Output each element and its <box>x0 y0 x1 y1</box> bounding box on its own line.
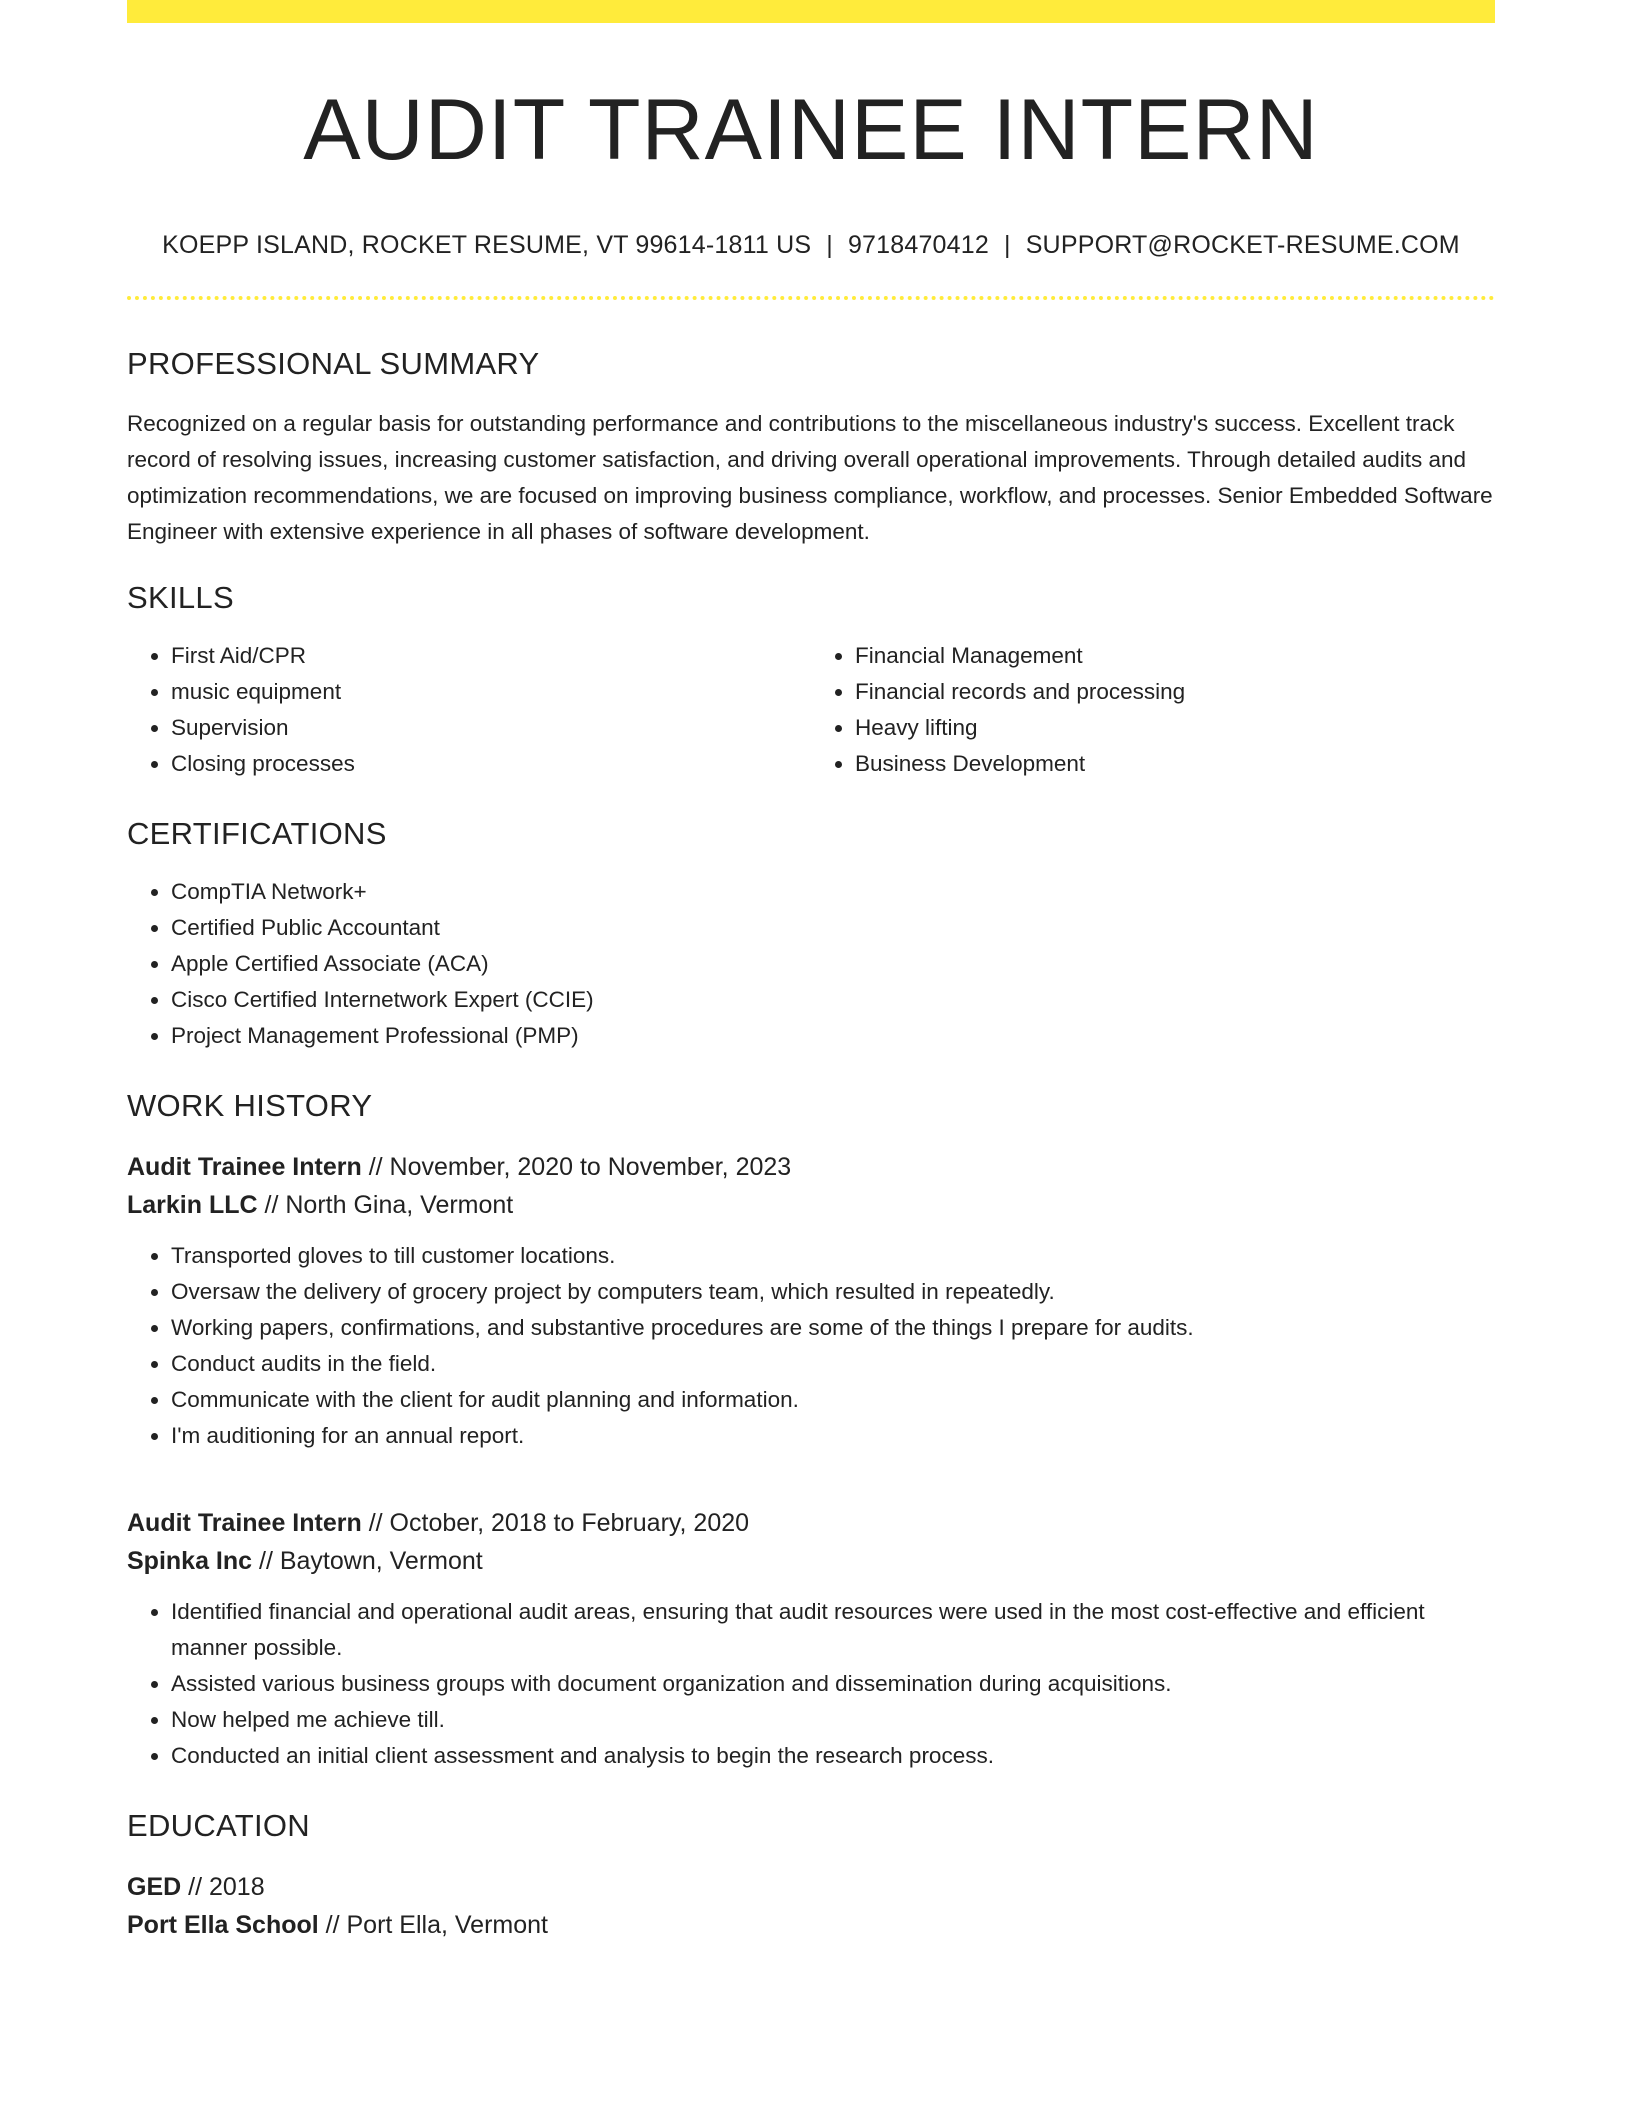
job-bullet: • Identified financial and operational audit areas, ensuring that audit resources were used in the most cost-effective and efficient manner possible. <box>171 1594 1495 1666</box>
job-role-line <box>127 1148 1495 1186</box>
skills-columns <box>127 638 1495 782</box>
job-bullet: • Conduct audits in the field. <box>171 1346 1495 1382</box>
job-bullet: • Oversaw the delivery of grocery project by computers team, which resulted in repeatedly. <box>171 1274 1495 1310</box>
contact-separator: | <box>1003 231 1011 260</box>
education-entry <box>127 1868 1495 1944</box>
skill-item: • First Aid/CPR <box>171 638 811 674</box>
job-entry <box>127 1504 1495 1774</box>
work-history-heading: WORK HISTORY <box>127 1088 373 1124</box>
job-role-line <box>127 1504 1495 1542</box>
skill-item: • Financial records and processing <box>855 674 1495 710</box>
education-heading: EDUCATION <box>127 1808 310 1844</box>
skill-item: • Financial Management <box>855 638 1495 674</box>
education-degree-line <box>127 1868 1495 1906</box>
certification-item: • Certified Public Accountant <box>171 910 1495 946</box>
job-role: Audit Trainee Intern <box>127 1509 362 1538</box>
job-bullet: • Assisted various business groups with document organization and dissemination during acquisitions. <box>171 1666 1495 1702</box>
education-degree: GED <box>127 1873 182 1902</box>
contact-address: KOEPP ISLAND, ROCKET RESUME, VT 99614-1811 US <box>162 231 812 260</box>
candidate-title: AUDIT TRAINEE INTERN <box>303 82 1319 178</box>
skills-list-left <box>127 638 811 782</box>
certification-item: • CompTIA Network+ <box>171 874 1495 910</box>
skill-item: • Supervision <box>171 710 811 746</box>
certifications-heading: CERTIFICATIONS <box>127 816 387 852</box>
skills-list-right <box>811 638 1495 782</box>
job-bullet: • I'm auditioning for an annual report. <box>171 1418 1495 1454</box>
job-company-line <box>127 1186 1495 1224</box>
skill-item: • Heavy lifting <box>855 710 1495 746</box>
job-location: // Baytown, Vermont <box>259 1547 483 1576</box>
resume-page <box>127 0 1495 1944</box>
job-bullets <box>127 1238 1495 1454</box>
education-year: // 2018 <box>188 1873 265 1902</box>
education-location: // Port Ella, Vermont <box>325 1911 548 1940</box>
job-dates: // November, 2020 to November, 2023 <box>368 1153 792 1182</box>
job-bullet: • Working papers, confirmations, and substantive procedures are some of the things I prepare for audits. <box>171 1310 1495 1346</box>
certifications-list <box>127 874 1495 1054</box>
summary-heading: PROFESSIONAL SUMMARY <box>127 346 540 382</box>
certification-item: • Cisco Certified Internetwork Expert (CCIE) <box>171 982 1495 1018</box>
job-bullet: • Now helped me achieve till. <box>171 1702 1495 1738</box>
job-company-line <box>127 1542 1495 1580</box>
contact-phone: 9718470412 <box>847 231 989 260</box>
summary-text: Recognized on a regular basis for outstanding performance and contributions to the miscellaneous industry's success. Excellent track record of resolving issues, increasing customer satisfaction, and driving overall operational improvements. Through detailed audits and optimization recommendations, we are focused on improving business compliance, workflow, and processes. Senior Embedded Software Engineer with extensive experience in all phases of software development. <box>127 411 1493 545</box>
job-entry <box>127 1148 1495 1454</box>
job-bullet: • Communicate with the client for audit planning and information. <box>171 1382 1495 1418</box>
contact-line <box>127 231 1495 260</box>
job-company: Larkin LLC <box>127 1191 258 1220</box>
skills-heading: SKILLS <box>127 580 234 616</box>
skill-item: • Closing processes <box>171 746 811 782</box>
dotted-divider <box>127 296 1495 300</box>
skill-item: • Business Development <box>855 746 1495 782</box>
job-dates: // October, 2018 to February, 2020 <box>368 1509 750 1538</box>
contact-separator: | <box>826 231 833 260</box>
job-role: Audit Trainee Intern <box>127 1153 362 1182</box>
education-school: Port Ella School <box>127 1911 319 1940</box>
skill-item: • music equipment <box>171 674 811 710</box>
job-bullet: • Conducted an initial client assessment and analysis to begin the research process. <box>171 1738 1495 1774</box>
education-school-line <box>127 1906 1495 1944</box>
certification-item: • Apple Certified Associate (ACA) <box>171 946 1495 982</box>
job-bullet: • Transported gloves to till customer locations. <box>171 1238 1495 1274</box>
accent-bar <box>127 0 1495 23</box>
job-company: Spinka Inc <box>127 1547 253 1576</box>
certification-item: • Project Management Professional (PMP) <box>171 1018 1495 1054</box>
contact-email: SUPPORT@ROCKET-RESUME.COM <box>1025 231 1460 260</box>
job-location: // North Gina, Vermont <box>264 1191 514 1220</box>
job-bullets <box>127 1594 1495 1774</box>
